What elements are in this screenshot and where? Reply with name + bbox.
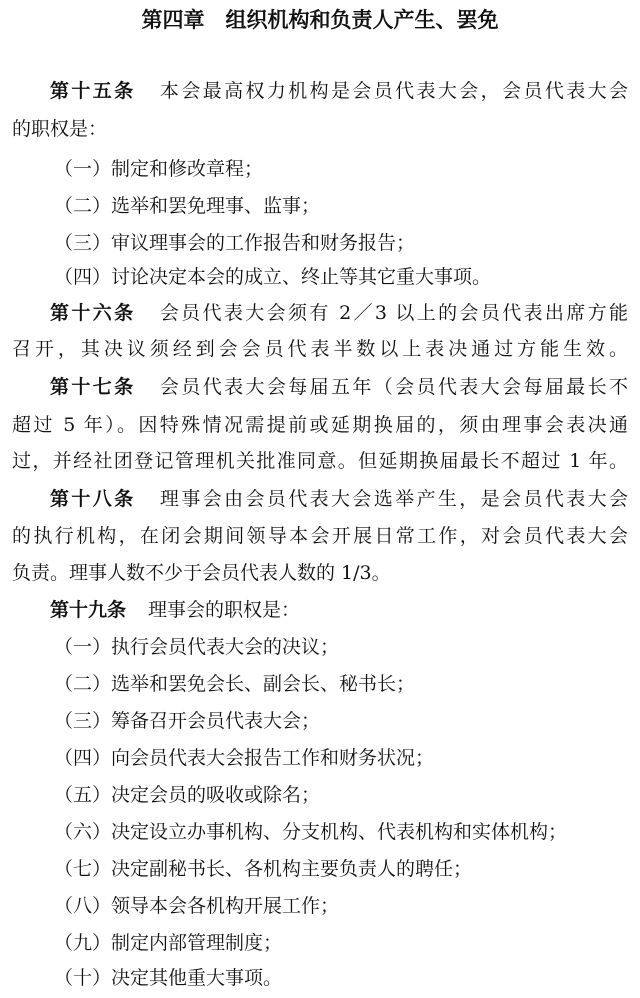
article-18-continuation-2: 负责。理事人数不少于会员代表人数的 1/3。 [12, 562, 391, 584]
article-19-label: 第十九条 [50, 599, 127, 621]
article-15-label: 第十五条 [50, 80, 136, 102]
article-19-first-line [50, 597, 300, 623]
article-19-item-2: （二）选举和罢免会长、副会长、秘书长； [54, 673, 416, 695]
article-17-text: 会员代表大会每届五年（会员代表大会每届最长不 [157, 376, 628, 398]
article-18-first-line [50, 486, 628, 512]
article-16-first-line [50, 300, 628, 326]
article-16-label: 第十六条 [50, 302, 136, 324]
article-16-text: 会员代表大会须有 2／3 以上的会员代表出席方能 [157, 302, 628, 324]
article-15-continuation: 的职权是： [12, 118, 108, 140]
article-17-continuation-2: 过，并经社团登记管理机关批准同意。但延期换届最长不超过 1 年。 [12, 450, 628, 472]
article-19-item-7: （七）决定副秘书长、各机构主要负责人的聘任； [54, 858, 473, 880]
article-17-label: 第十七条 [50, 376, 136, 398]
article-19-item-9: （九）制定内部管理制度； [54, 932, 283, 954]
article-19-item-8: （八）领导本会各机构开展工作； [54, 895, 340, 917]
article-15-item-2: （二）选举和罢免理事、监事； [54, 195, 321, 217]
article-18-continuation-1: 的执行机构，在闭会期间领导本会开展日常工作，对会员代表大会 [12, 525, 628, 547]
article-19-item-10: （十）决定其他重大事项。 [54, 967, 283, 989]
article-15-text: 本会最高权力机构是会员代表大会，会员代表大会 [157, 80, 628, 102]
article-19-item-3: （三）筹备召开会员代表大会； [54, 710, 321, 732]
article-19-item-5: （五）决定会员的吸收或除名； [54, 784, 321, 806]
article-18-label: 第十八条 [50, 488, 136, 510]
article-15-item-3: （三）审议理事会的工作报告和财务报告； [54, 232, 416, 254]
article-17-continuation-1: 超过 5 年）。因特殊情况需提前或延期换届的，须由理事会表决通 [12, 414, 628, 436]
chapter-title: 第四章 组织机构和负责人产生、罢免 [141, 8, 499, 32]
article-19-text: 理事会的职权是： [148, 599, 301, 621]
article-19-item-1: （一）执行会员代表大会的决议； [54, 636, 340, 658]
article-15-item-4: （四）讨论决定本会的成立、终止等其它重大事项。 [54, 266, 492, 288]
article-16-continuation: 召开，其决议须经到会会员代表半数以上表决通过方能生效。 [12, 338, 628, 360]
article-15-first-line [50, 78, 628, 104]
article-19-item-4: （四）向会员代表大会报告工作和财务状况； [54, 747, 435, 769]
article-15-item-1: （一）制定和修改章程； [54, 158, 264, 180]
article-17-first-line [50, 374, 628, 400]
article-19-item-6: （六）决定设立办事机构、分支机构、代表机构和实体机构； [54, 821, 568, 843]
article-18-text: 理事会由会员代表大会选举产生，是会员代表大会 [157, 488, 628, 510]
